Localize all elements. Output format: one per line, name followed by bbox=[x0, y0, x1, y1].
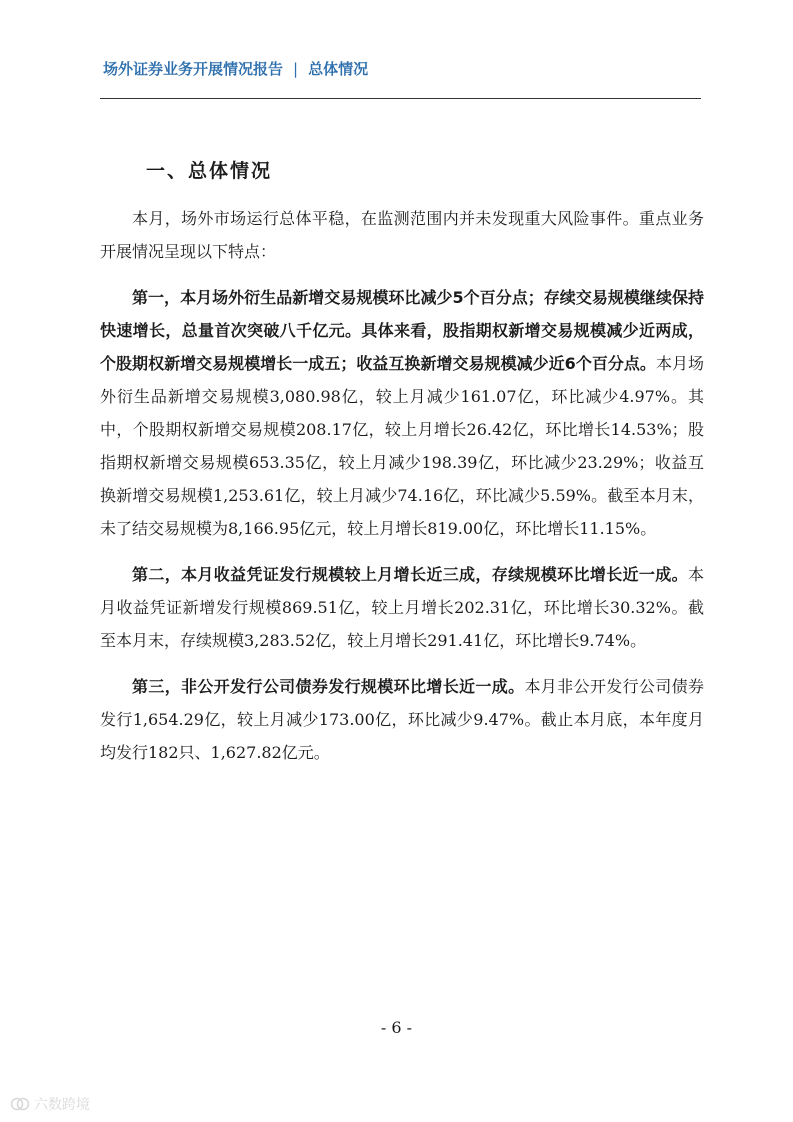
paragraph-text: 本月，场外市场运行总体平稳，在监测范围内并未发现重大风险事件。重点业务开展情况呈现以下特点： bbox=[100, 209, 704, 261]
header-divider bbox=[100, 98, 701, 99]
paragraph-text: 本月场外衍生品新增交易规模3,080.98亿，较上月减少161.07亿，环比减少4.97%。其中，个股期权新增交易规模208.17亿，较上月增长26.42亿，环比增长14.53%；股指期权新增交易规模653.35亿，较上月减少198.39亿，环比减少23.29%；收益互换新增交易规模1,253.61亿，较上月减少74.16亿，环比减少5.59%。截至本月末，未了结交易规模为8,166.95亿元，较上月增长819.00亿，环比增长11.15%。 bbox=[100, 354, 704, 538]
report-header bbox=[103, 58, 368, 79]
header-separator: | bbox=[293, 60, 299, 78]
paragraph-lead: 第三，非公开发行公司债券发行规模环比增长近一成。 bbox=[132, 677, 525, 696]
watermark bbox=[10, 1094, 90, 1114]
logo-icon bbox=[10, 1096, 30, 1112]
section-heading: 一、总体情况 bbox=[146, 160, 273, 182]
paragraph-income-certificates bbox=[100, 558, 704, 657]
paragraph-lead: 第二，本月收益凭证发行规模较上月增长近三成，存续规模环比增长近一成。 bbox=[132, 565, 688, 584]
paragraph-text: 本月非公开发行公司债券发行1,654.29亿，较上月减少173.00亿，环比减少9.47%。截止本月底，本年度月均发行182只、1,627.82亿元。 bbox=[100, 677, 704, 762]
report-title: 场外证券业务开展情况报告 bbox=[103, 60, 284, 78]
paragraph-intro bbox=[100, 202, 704, 268]
header-section: 总体情况 bbox=[308, 60, 369, 78]
body-content bbox=[100, 202, 704, 782]
paragraph-derivatives bbox=[100, 281, 704, 545]
paragraph-corporate-bonds bbox=[100, 670, 704, 769]
paragraph-text: 本月收益凭证新增发行规模869.51亿，较上月增长202.31亿，环比增长30.32%。截至本月末，存续规模3,283.52亿，较上月增长291.41亿，环比增长9.74%。 bbox=[100, 565, 704, 650]
paragraph-lead: 第一，本月场外衍生品新增交易规模环比减少5个百分点；存续交易规模继续保持快速增长，总量首次突破八千亿元。具体来看，股指期权新增交易规模减少近两成，个股期权新增交易规模增长一成五；收益互换新增交易规模减少近6个百分点。 bbox=[100, 288, 704, 373]
watermark-text: 六数跨境 bbox=[34, 1097, 90, 1113]
page-number: - 6 - bbox=[380, 1018, 413, 1037]
